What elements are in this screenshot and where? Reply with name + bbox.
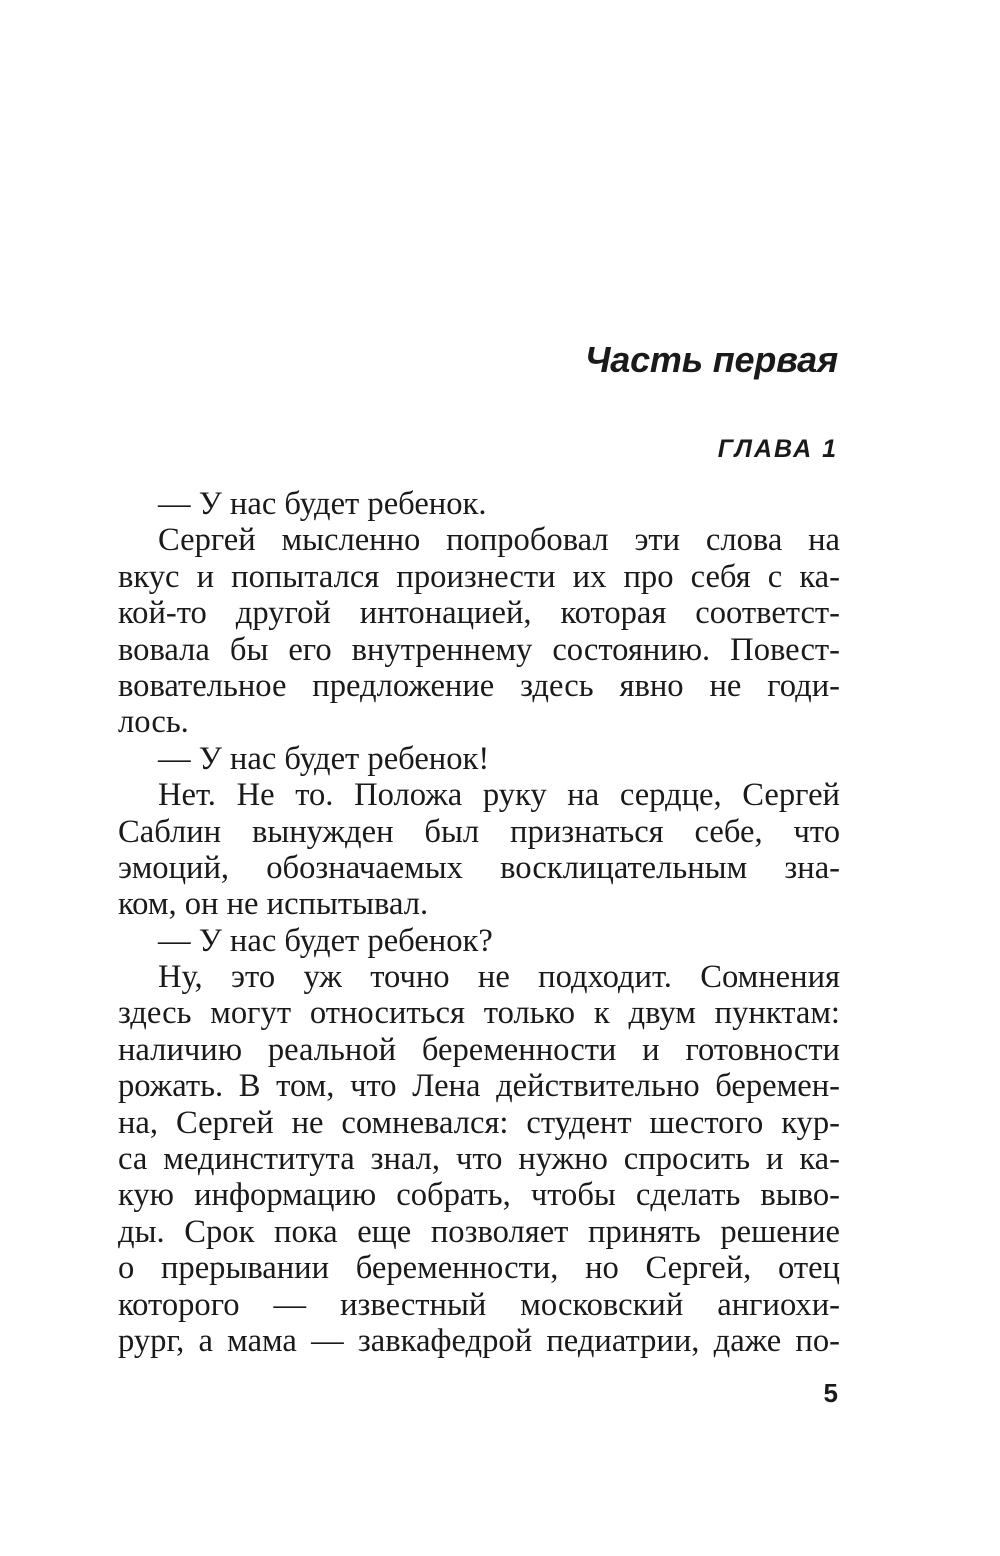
text-line: са мединститута знал, что нужно спросить и ка- <box>118 1141 840 1178</box>
part-title: Часть первая <box>584 339 838 380</box>
text-line: о прерывании беременности, но Сергей, отец <box>118 1250 840 1287</box>
text-line: которого — известный московский ангиохи- <box>118 1286 840 1323</box>
text-line: Саблин вынужден был признаться себе, что <box>118 813 840 850</box>
page-number: 5 <box>823 1378 838 1408</box>
text-line: Ну, это уж точно не подходит. Сомнения <box>158 959 840 996</box>
text-line: ды. Срок пока еще позволяет принять решение <box>118 1213 840 1250</box>
chapter-title: ГЛАВА 1 <box>717 435 838 463</box>
text-line: кую информацию собрать, чтобы сделать выво- <box>118 1177 840 1214</box>
text-line: — У нас будет ребенок! <box>158 740 490 777</box>
text-line: ком, он не испытывал. <box>118 886 429 923</box>
text-line: наличию реальной беременности и готовности <box>118 1031 840 1068</box>
text-line: лось. <box>118 704 189 741</box>
text-line: эмоций, обозначаемых восклицательным зна- <box>118 849 840 886</box>
text-line: Нет. Не то. Положа руку на сердце, Сергей <box>158 777 840 814</box>
text-line: рург, а мама — завкафедрой педиатрии, даже по- <box>118 1322 840 1359</box>
text-line: кой-то другой интонацией, которая соответст- <box>118 595 840 632</box>
text-line: вовала бы его внутреннему состоянию. Повест- <box>118 631 840 668</box>
text-line: вкус и попытался произнести их про себя с ка- <box>118 558 840 595</box>
text-line: — У нас будет ребенок. <box>158 486 487 522</box>
text-line: рожать. В том, что Лена действительно беремен- <box>118 1068 840 1105</box>
text-line: вовательное предложение здесь явно не годи- <box>118 667 840 704</box>
text-line: Сергей мысленно попробовал эти слова на <box>158 522 840 559</box>
text-line: здесь могут относиться только к двум пунктам: <box>118 995 840 1032</box>
text-line: на, Сергей не сомневался: студент шестого кур- <box>118 1104 840 1141</box>
text-line: — У нас будет ребенок? <box>158 922 493 959</box>
chapter-text <box>118 486 840 1359</box>
